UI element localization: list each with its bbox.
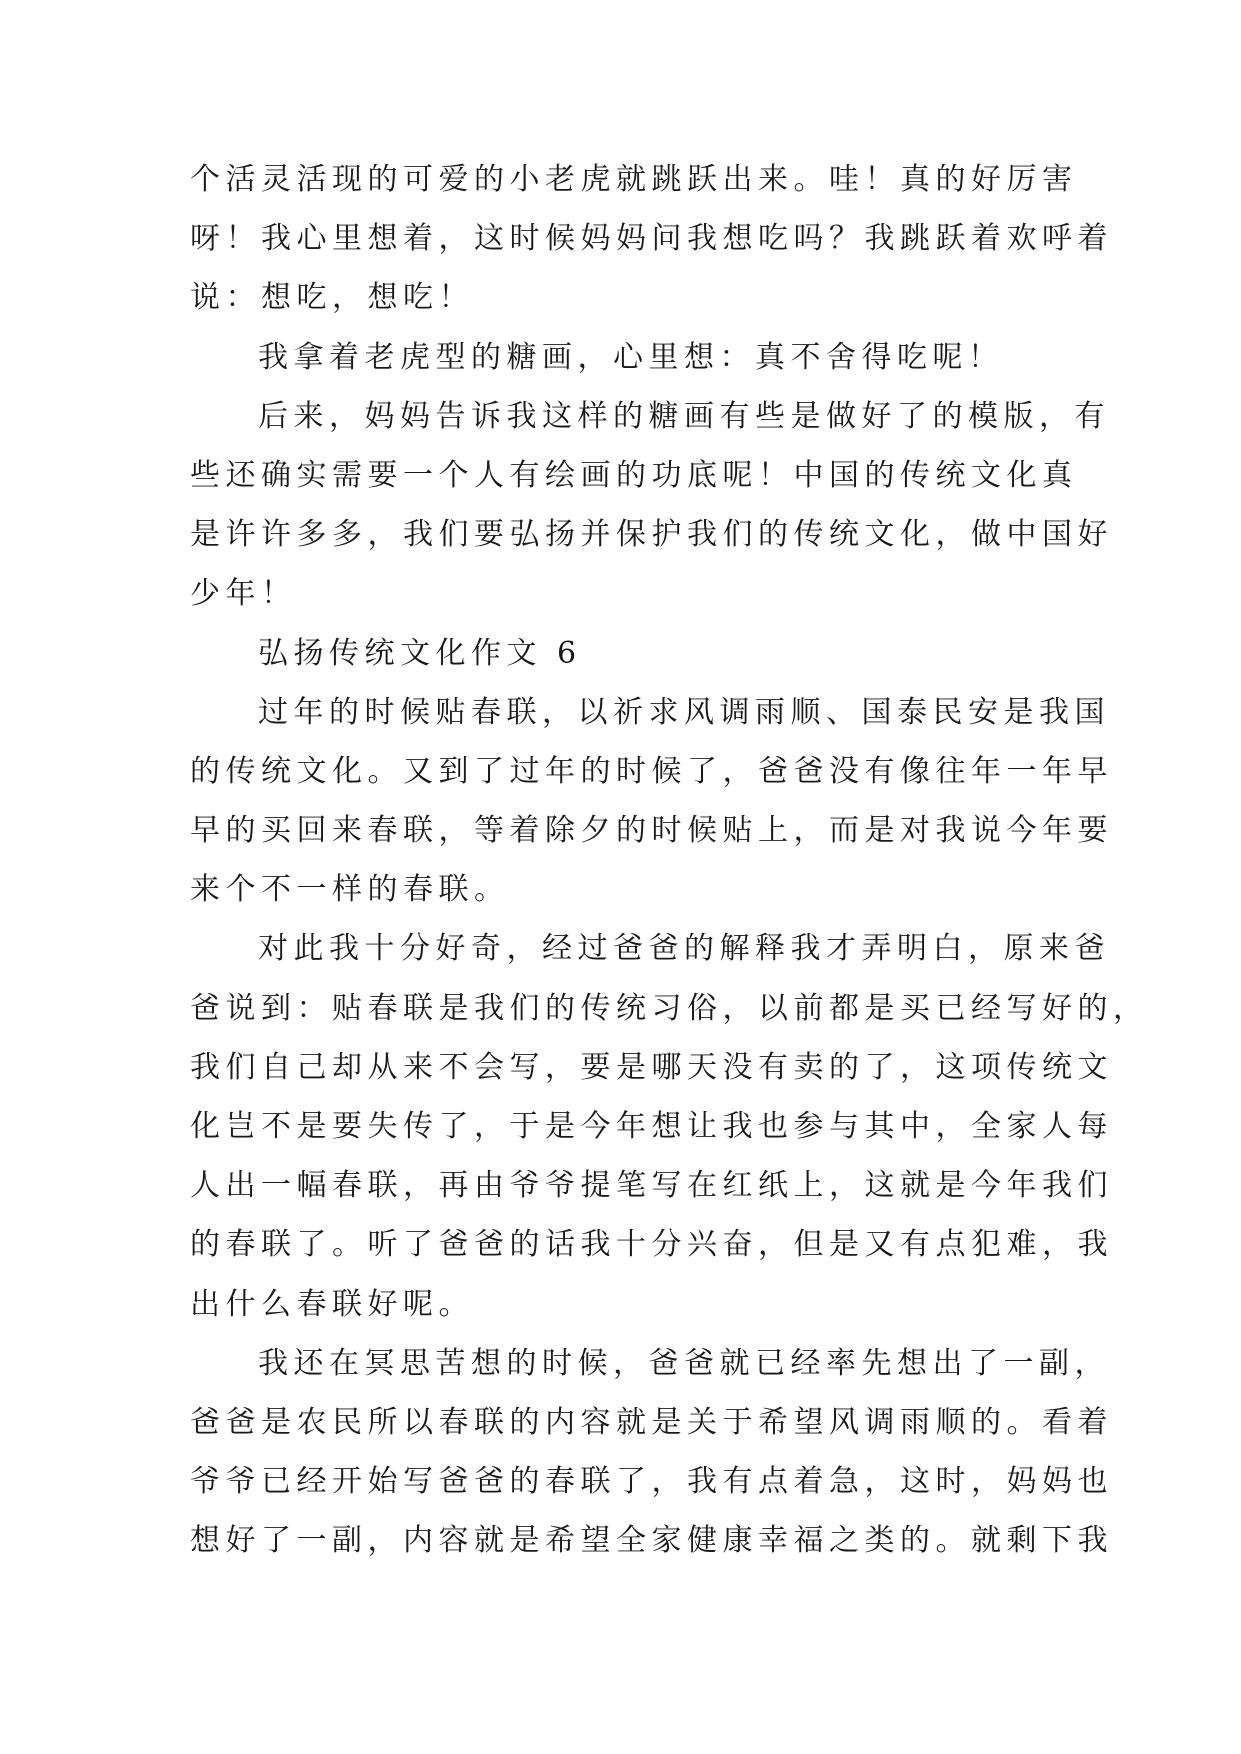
text-line: 想好了一副，内容就是希望全家健康幸福之类的。就剩下我	[190, 1523, 1113, 1559]
text-line: 爸爸是农民所以春联的内容就是关于希望风调雨顺的。看着	[190, 1404, 1113, 1440]
section-heading: 弘扬传统文化作文 6	[258, 635, 582, 671]
text-line: 人出一幅春联，再由爷爷提笔写在红纸上，这就是今年我们	[190, 1168, 1113, 1204]
text-line: 化岂不是要失传了，于是今年想让我也参与其中，全家人每	[190, 1109, 1113, 1144]
text-line: 对此我十分好奇，经过爸爸的解释我才弄明白，原来爸	[258, 931, 1110, 967]
text-line: 说：想吃，想吃！	[190, 280, 474, 316]
text-line: 我们自己却从来不会写，要是哪天没有卖的了，这项传统文	[190, 1049, 1113, 1085]
essay-body	[190, 150, 1149, 1571]
text-line: 呀！我心里想着，这时候妈妈问我想吃吗？我跳跃着欢呼着	[190, 221, 1113, 257]
text-line: 后来，妈妈告诉我这样的糖画有些是做好了的模版，有	[258, 398, 1110, 434]
text-line: 爷爷已经开始写爸爸的春联了，我有点着急，这时，妈妈也	[190, 1464, 1113, 1500]
text-line: 早的买回来春联，等着除夕的时候贴上，而是对我说今年要	[190, 813, 1113, 849]
text-line: 是许许多多，我们要弘扬并保护我们的传统文化，做中国好	[190, 517, 1113, 553]
text-line: 我拿着老虎型的糖画，心里想：真不舍得吃呢！	[258, 339, 1004, 375]
text-line: 我还在冥思苦想的时候，爸爸就已经率先想出了一副，	[258, 1345, 1110, 1381]
text-line: 过年的时候贴春联，以祈求风调雨顺、国泰民安是我国	[258, 694, 1110, 730]
text-line: 出什么春联好呢。	[190, 1286, 474, 1322]
text-line: 来个不一样的春联。	[190, 872, 510, 908]
text-line: 少年！	[190, 576, 297, 612]
text-line: 的传统文化。又到了过年的时候了，爸爸没有像往年一年早	[190, 753, 1113, 789]
text-line: 个活灵活现的可爱的小老虎就跳跃出来。哇！真的好厉害	[190, 162, 1078, 197]
text-line: 些还确实需要一个人有绘画的功底呢！中国的传统文化真	[190, 457, 1078, 493]
text-line: 爸说到：贴春联是我们的传统习俗，以前都是买已经写好的，	[190, 990, 1149, 1026]
text-line: 的春联了。听了爸爸的话我十分兴奋，但是又有点犯难，我	[190, 1227, 1113, 1263]
